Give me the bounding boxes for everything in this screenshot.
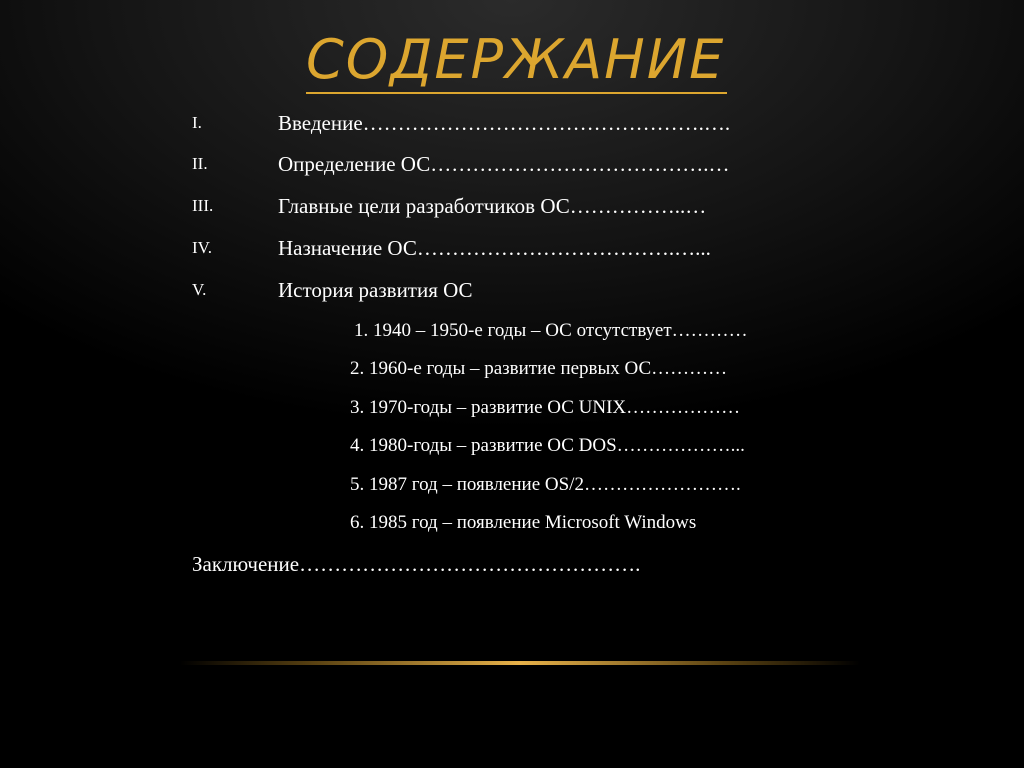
toc-item-text: История развития ОС: [278, 278, 473, 302]
toc-item-text: Главные цели разработчиков ОС……………..…: [278, 194, 707, 218]
toc-subitem: 4. 1980-годы – развитие ОС DOS………………...: [350, 435, 745, 456]
toc-item-number: II.: [192, 154, 208, 173]
slide-title: СОДЕРЖАНИЕ: [306, 28, 727, 94]
toc-item-number: V.: [192, 280, 207, 299]
toc-subitem: 3. 1970-годы – развитие ОС UNIX………………: [350, 397, 741, 418]
decorative-divider: [180, 661, 860, 665]
toc-item-number: III.: [192, 196, 214, 215]
toc-item-number: I.: [192, 113, 202, 132]
toc-item-text: Определение ОС………………………………….…: [278, 152, 730, 176]
toc-conclusion: Заключение………………………………………….: [192, 552, 641, 576]
toc-item-text: Назначение ОС……………………………….…...: [278, 236, 711, 260]
toc-subitem: 5. 1987 год – появление OS/2…………………….: [350, 474, 741, 495]
toc-subitem: 1. 1940 – 1950-е годы – ОС отсутствует…………: [354, 320, 748, 341]
toc-item-text: Введение………………………………………….….: [278, 111, 731, 135]
toc-subitem: 2. 1960-е годы – развитие первых ОС…………: [350, 358, 728, 379]
toc-item-number: IV.: [192, 238, 212, 257]
toc-subitem: 6. 1985 год – появление Microsoft Windows: [350, 512, 697, 533]
